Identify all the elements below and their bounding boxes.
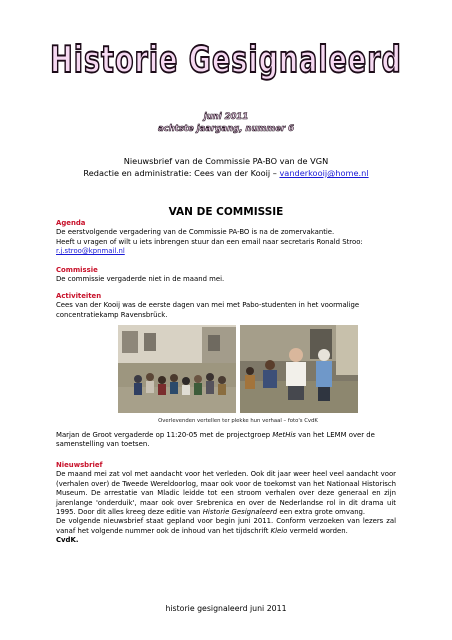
nieuwsbrief-section [56,461,396,546]
nieuwsbrief-paragraph-2 [56,517,396,536]
page-footer: historie gesignaleerd juni 2011 [165,604,287,613]
masthead-date: juni 2011 [203,112,249,122]
nieuwsbrief-heading: Nieuwsbrief [56,461,103,469]
photo-survivor-talk [240,325,358,413]
photo-group-courtyard [118,325,236,413]
methis-suffix: van het LEMM over de samenstelling van toetsen. [56,431,375,449]
agenda-line1: De eerstvolgende vergadering van de Commissie PA-BO is na de zomervakantie. [56,228,335,237]
photo-group-courtyard-image [118,325,236,413]
intro-editor: Redactie en administratie: Cees van der Kooij – [83,168,280,178]
agenda-line2: Heeft u vragen of wilt u iets inbrengen stuur dan een email naar secretaris Ronald Stroo: [56,237,363,246]
nieuwsbrief-p2-end: vermeld worden. [287,526,348,535]
nieuwsbrief-p2-text: De volgende nieuwsbrief staat gepland voor begin juni 2011. Conform verzoeken van lezers zal vanaf het volgende nummer ook de inhoud van het tijdschrift [56,517,396,535]
methis-prefix: Marjan de Groot vergaderde op 11:20-05 met de projectgroep [56,431,273,439]
secretary-email-link[interactable]: r.j.stroo@kpnmail.nl [56,247,125,256]
nieuwsbrief-paragraph-1 [56,470,396,517]
commissie-text: De commissie vergaderde niet in de maand mei. [56,275,225,284]
nieuwsbrief-p1-end: een extra grote omvang. [277,508,366,517]
masthead [0,39,452,82]
activiteiten-heading: Activiteiten [56,292,102,300]
intro [0,155,452,179]
intro-line2 [0,167,452,179]
masthead-issue: achtste jaargang, nummer 6 [157,124,295,134]
section-title: VAN DE COMMISSIE [168,206,284,218]
agenda-section [56,219,396,257]
intro-line1: Nieuwsbrief van de Commissie PA-BO van de VGN [123,156,329,166]
commissie-section [56,266,396,285]
nieuwsbrief-p1-text: De maand mei zat vol met aandacht voor het verleden. Ook dit jaar weer heel veel aandacht voor (verhalen over) de Tweede Wereldoorlog, maar ook voor de toekomst van het Nationaal Historisch Museum. De arrestatie van Mladic leidde tot een stroom verhalen over deze generaal en zijn jarenlange 'onderduik', maar ook over Srebrenica en over de Nederlandse rol in dit drama uit 1995. Door dit alles kreeg deze editie van [56,470,396,517]
methis-project: MetHis [272,431,296,439]
photo-caption: Overlevenden vertellen ter plekke hun verhaal – foto's CvdK [158,418,318,424]
activiteiten-section [56,292,396,320]
masthead-title: Historie Gesignaleerd [50,39,402,82]
activiteiten-text: Cees van der Kooij was de eerste dagen van mei met Pabo-studenten in het voormalige concentratiekamp Ravensbrück. [56,301,360,319]
methis-paragraph [56,431,396,450]
nieuwsbrief-signoff: CvdK. [56,536,79,545]
photo-survivor-talk-image [240,325,358,413]
nieuwsbrief-p1-title: Historie Gesignaleerd [202,508,278,517]
nieuwsbrief-p2-title: Kleio [270,526,288,535]
commissie-heading: Commissie [56,266,98,274]
editor-email-link[interactable]: vanderkooij@home.nl [279,168,369,178]
agenda-heading: Agenda [56,219,86,227]
